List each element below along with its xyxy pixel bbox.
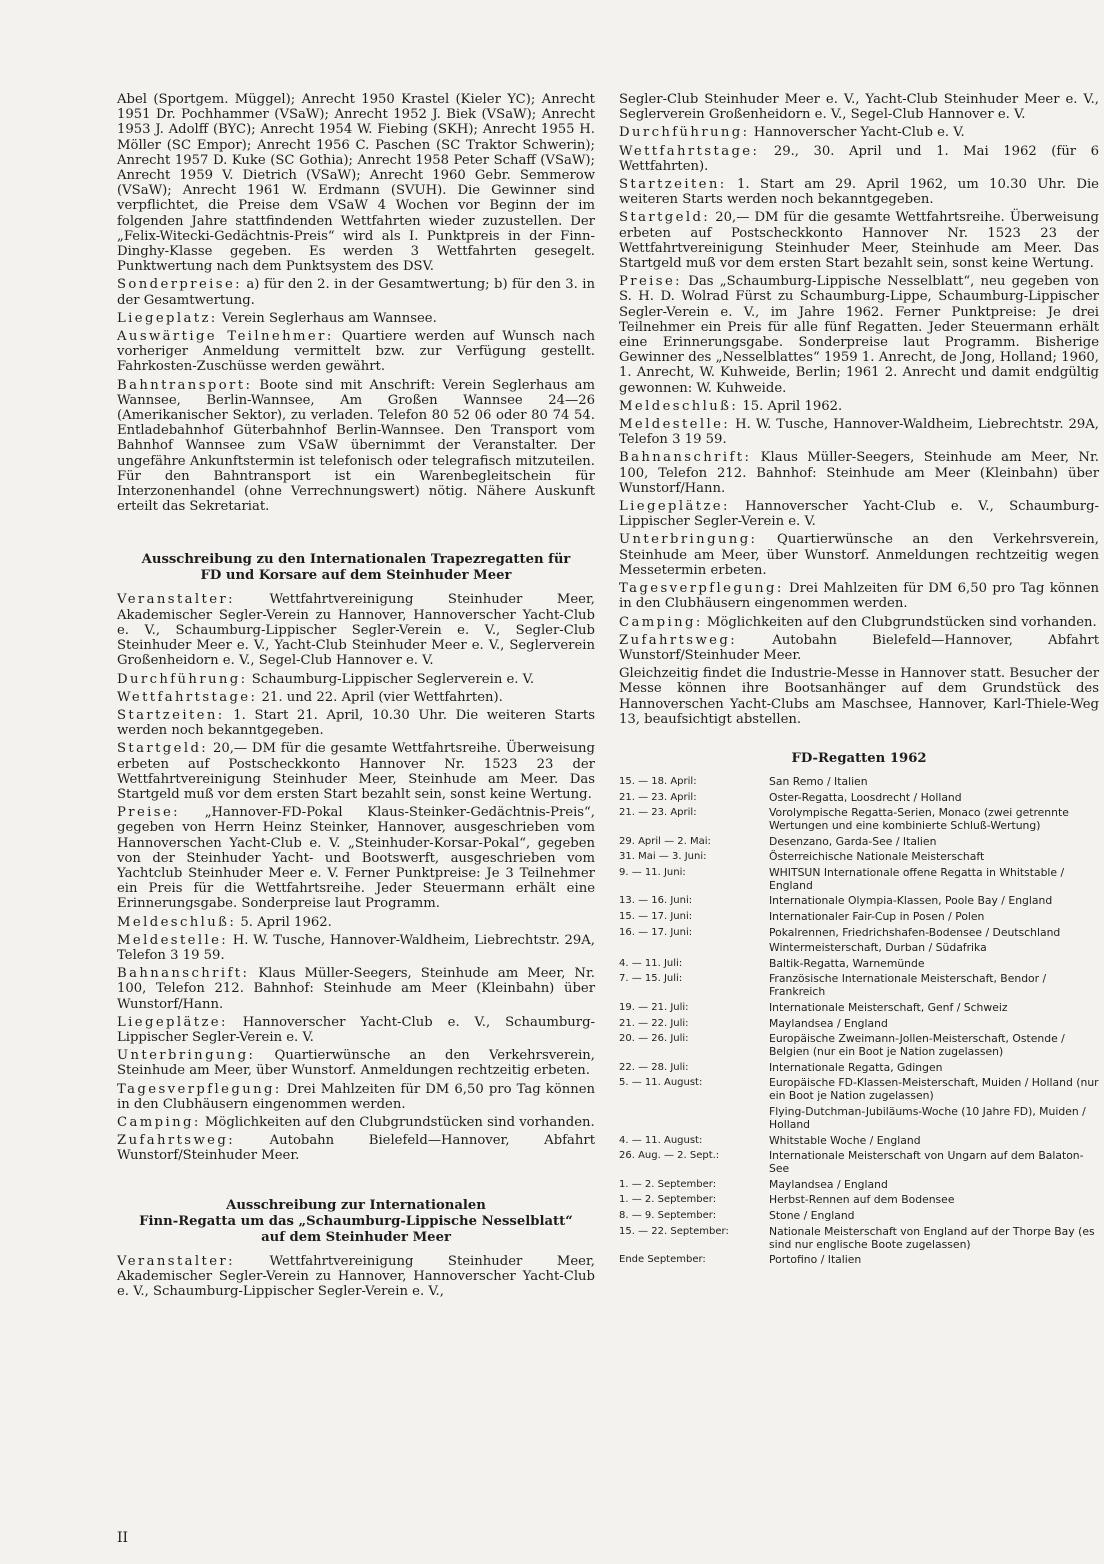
- paragraph-lead: Startgeld:: [619, 210, 711, 226]
- schedule-event: Wintermeisterschaft, Durban / Südafrika: [769, 941, 987, 955]
- paragraph-lead: Veranstalter:: [117, 592, 235, 608]
- paragraph-text: Quartierwünsche an den Verkehrsverein, Steinhude am Meer, über Wunstorf. Anmeldungen rechtzeitig wegen Messetermin erbeten.: [619, 532, 1099, 578]
- paragraph: [619, 210, 1099, 271]
- schedule-date: 21. — 23. April:: [619, 791, 697, 803]
- paragraph-text: Klaus Müller-Seegers, Steinhude am Meer, Nr. 100, Telefon 212. Bahnhof: Steinhude am Meer (Kleinbahn) über Wunstorf/Hann.: [117, 966, 595, 1012]
- schedule-row: [619, 1105, 1099, 1134]
- paragraph-lead: Startzeiten:: [619, 177, 727, 193]
- schedule-event: Pokalrennen, Friedrichshafen-Bodensee / Deutschland: [769, 925, 1061, 939]
- paragraph: [619, 177, 1099, 207]
- schedule-event: WHITSUN Internationale offene Regatta in Whitstable / England: [769, 865, 1065, 892]
- paragraph: [117, 708, 595, 738]
- finn-section-start: [117, 1254, 595, 1300]
- paragraph: [619, 499, 1099, 529]
- paragraph: [117, 311, 595, 326]
- schedule-date: 16. — 17. Juni:: [619, 926, 693, 938]
- schedule-event: Maylandsea / England: [769, 1016, 888, 1030]
- paragraph-text: Hannoverscher Yacht-Club e. V.: [749, 125, 965, 141]
- paragraph-text: 20,— DM für die gesamte Wettfahrtsreihe. Überweisung erbeten auf Postscheckkonto Hannover Nr. 1523 23 der Wettfahrtvereinigung Steinhuder Meer, Steinhude am Meer. Das Startgeld muß vor dem ersten Start bezahlt sein, sonst keine Wertung.: [619, 210, 1099, 272]
- paragraph: [619, 666, 1099, 727]
- intro-text: [117, 92, 595, 274]
- paragraph: [117, 805, 595, 911]
- paragraph-lead: Meldestelle:: [619, 417, 731, 433]
- paragraph: [117, 915, 595, 930]
- paragraph-text: 1. Start am 29. April 1962, um 10.30 Uhr. Die weiteren Starts werden noch bekanntgegeben.: [619, 177, 1099, 208]
- schedule-row: [619, 1225, 1099, 1254]
- schedule-date: 22. — 28. Juli:: [619, 1061, 689, 1073]
- paragraph-lead: Camping:: [619, 614, 703, 630]
- paragraph-lead: Durchführung:: [619, 125, 750, 141]
- paragraph-text: Möglichkeiten auf den Clubgrundstücken sind vorhanden.: [702, 614, 1097, 630]
- paragraph-lead: Tagesverpflegung:: [619, 581, 784, 597]
- paragraph-text: 29., 30. April und 1. Mai 1962 (für 6 Wettfahrten).: [619, 143, 1099, 174]
- heading-line: Finn-Regatta um das „Schaumburg-Lippische Nesselblatt“: [139, 1213, 573, 1229]
- paragraph-text: Hannoverscher Yacht-Club e. V., Schaumburg-Lippischer Segler-Verein e. V.: [117, 1014, 595, 1045]
- paragraph-text: Das „Schaumburg-Lippische Nesselblatt“, neu gegeben von S. H. D. Wolrad Fürst zu Schaumburg-Lippe, Schaumburg-Lippischer Segler-Verein e. V., im Jahre 1962. Ferner Punktpreise: Je drei Teilnehmer ein Preis für alle fünf Regatten. Jeder Steuermann erhält eine Erinnerungsgabe. Sonderpreise laut Programm. Bisherige Gewinner des „Nesselblattes“ 1959 1. Anrecht, de Jong, Holland; 1960, 1. Anrecht, W. Kuhweide, Berlin; 1961 2. Anrecht und damit endgültig gewonnen: W. Kuhweide.: [619, 274, 1099, 396]
- schedule-event: Desenzano, Garda-See / Italien: [769, 834, 937, 848]
- paragraph-text: H. W. Tusche, Hannover-Waldheim, Liebrechtstr. 29A, Telefon 3 19 59.: [619, 417, 1099, 448]
- right-column: [619, 92, 1099, 1269]
- schedule-event: Internationale Meisterschaft, Genf / Schweiz: [769, 1001, 1008, 1015]
- paragraph-text: Wettfahrtvereinigung Steinhuder Meer, Akademischer Segler-Verein zu Hannover, Hannoverscher Yacht-Club e. V., Schaumburg-Lippischer Segler-Verein e. V., Segler-Club Steinhuder Meer e. V., Yacht-Club Steinhuder Meer e. V., Seglerverein Großenheidorn e. V., Segel-Club Hannover e. V.: [117, 592, 595, 669]
- paragraph-lead: Meldeschluß:: [619, 398, 739, 414]
- schedule-date: 29. April — 2. Mai:: [619, 835, 711, 847]
- schedule-date: 9. — 11. Juni:: [619, 866, 686, 878]
- paragraph-text: 21. und 22. April (vier Wettfahrten).: [257, 689, 503, 705]
- schedule-event: Herbst-Rennen auf dem Bodensee: [769, 1193, 955, 1207]
- schedule-event: Maylandsea / England: [769, 1177, 888, 1191]
- schedule-row: [619, 1253, 1099, 1269]
- paragraph-text: 5. April 1962.: [236, 914, 332, 930]
- schedule-date: 1. — 2. September:: [619, 1194, 717, 1206]
- schedule-row: [619, 1061, 1099, 1077]
- schedule-row: [619, 1178, 1099, 1194]
- schedule-event: Internationale Regatta, Gdingen: [769, 1060, 943, 1074]
- paragraph: [619, 633, 1099, 663]
- schedule-date: 19. — 21. Juli:: [619, 1002, 689, 1014]
- schedule-event: Baltik-Regatta, Warnemünde: [769, 956, 925, 970]
- paragraph: [619, 399, 1099, 414]
- schedule-event: Internationale Olympia-Klassen, Poole Bay / England: [769, 894, 1053, 908]
- schedule-date: 4. — 11. Juli:: [619, 957, 683, 969]
- schedule-row: [619, 894, 1099, 910]
- paragraph-lead: Meldestelle:: [117, 932, 229, 948]
- paragraph-lead: Meldeschluß:: [117, 914, 237, 930]
- paragraph-text: Autobahn Bielefeld—Hannover, Abfahrt Wunstorf/Steinhuder Meer.: [117, 1133, 595, 1164]
- paragraph-lead: Liegeplätze:: [619, 499, 730, 515]
- page-number: II: [117, 1530, 129, 1546]
- paragraph-text: Klaus Müller-Seegers, Steinhude am Meer, Nr. 100, Telefon 212. Bahnhof: Steinhude am Meer (Kleinbahn) über Wunstorf/Hann.: [619, 450, 1099, 496]
- paragraph-lead: Durchführung:: [117, 671, 248, 687]
- schedule-event: Österreichische Nationale Meisterschaft: [769, 850, 985, 864]
- schedule-date: 15. — 17. Juni:: [619, 911, 693, 923]
- paragraph: [117, 966, 595, 1012]
- schedule-row: [619, 1149, 1099, 1178]
- schedule-event: Vorolympische Regatta-Serien, Monaco (zwei getrennte Wertungen und eine kombinierte Schluß-Wertung): [769, 806, 1069, 833]
- paragraph-lead: Preise:: [619, 274, 683, 290]
- paragraph-lead: Wettfahrtstage:: [117, 689, 258, 705]
- heading-line: auf dem Steinhuder Meer: [261, 1229, 451, 1245]
- paragraph-lead: Auswärtige Teilnehmer:: [117, 329, 334, 345]
- paragraph: [117, 1015, 595, 1045]
- paragraph-text: Drei Mahlzeiten für DM 6,50 pro Tag können in den Clubhäusern eingenommen werden.: [117, 1081, 595, 1112]
- schedule-date: 13. — 16. Juni:: [619, 895, 693, 907]
- paragraph: [117, 1254, 595, 1300]
- schedule-event: Internationale Meisterschaft von Ungarn auf dem Balaton-See: [769, 1149, 1084, 1176]
- schedule-event: Europäische Zweimann-Jollen-Meisterschaft, Ostende / Belgien (nur ein Boot je Nation zugelassen): [769, 1032, 1065, 1059]
- trapez-heading: [117, 552, 595, 584]
- paragraph-text: Boote sind mit Anschrift: Verein Seglerhaus am Wannsee, Berlin-Wannsee, Am Großen Wannsee 24—26 (Amerikanischer Sektor), zu verladen. Telefon 80 52 06 oder 80 74 54. Entladebahnhof Güterbahnhof Berlin-Wannsee. Den Transport vom Bahnhof Wannsee zum VSaW übernimmt der Veranstalter. Der ungefähre Ankunftstermin ist telefonisch oder telegrafisch mitzuteilen. Für den Bahntransport ist ein Warenbegleitschein für Interzonenhandel (ohne Verrechnungswert) nötig. Nähere Auskunft erteilt das Sekretariat.: [117, 377, 595, 515]
- schedule-event: Oster-Regatta, Loosdrecht / Holland: [769, 790, 962, 804]
- schedule-row: [619, 926, 1099, 942]
- continuation-text: Segler-Club Steinhuder Meer e. V., Yacht-Club Steinhuder Meer e. V., Seglerverein Großenheidorn e. V., Segel-Club Hannover e. V.: [619, 92, 1099, 123]
- schedule-event: Stone / England: [769, 1208, 855, 1222]
- paragraph: [117, 690, 595, 705]
- fd-heading: FD-Regatten 1962: [791, 750, 927, 766]
- paragraph-text: „Hannover-FD-Pokal Klaus-Steinker-Gedächtnis-Preis“, gegeben von Herrn Heinz Steinker, Hannover, ausgeschrieben vom Hannoverschen Yacht-Club e. V. „Steinhuder-Korsar-Pokal“, gegeben von der Steinhuder Yacht- und Bootswerft, ausgeschrieben vom Yachtclub Steinhuder Meer e. V. Ferner Punktpreise: Je 3 Teilnehmer ein Preis für die Wettfahrtsreihe. Jeder Steuermann erhält eine Erinnerungsgabe. Sonderpreise laut Programm.: [117, 805, 595, 912]
- paragraph: [619, 615, 1099, 630]
- schedule-event: Portofino / Italien: [769, 1253, 862, 1267]
- schedule-row: [619, 775, 1099, 791]
- paragraph: [619, 274, 1099, 396]
- paragraph-text: Verein Seglerhaus am Wannsee.: [217, 310, 437, 326]
- paragraph-lead: Zufahrtsweg:: [117, 1133, 236, 1149]
- paragraph: [619, 125, 1099, 140]
- schedule-date: 26. Aug. — 2. Sept.:: [619, 1150, 720, 1162]
- paragraph-text: Schaumburg-Lippischer Seglerverein e. V.: [247, 671, 535, 687]
- schedule-date: 5. — 11. August:: [619, 1077, 703, 1089]
- heading-line: FD und Korsare auf dem Steinhuder Meer: [200, 568, 512, 584]
- schedule-row: [619, 941, 1099, 957]
- schedule-date: 4. — 11. August:: [619, 1134, 703, 1146]
- paragraph: [619, 581, 1099, 611]
- schedule-date: 7. — 15. Juli:: [619, 973, 683, 985]
- schedule-row: [619, 1193, 1099, 1209]
- paragraph-lead: Veranstalter:: [117, 1253, 235, 1269]
- paragraph-text: Drei Mahlzeiten für DM 6,50 pro Tag können in den Clubhäusern eingenommen werden.: [619, 581, 1099, 612]
- schedule-date: 21. — 23. April:: [619, 807, 697, 819]
- schedule-date: [619, 1105, 769, 1134]
- paragraph: [117, 277, 595, 307]
- paragraph: [117, 672, 595, 687]
- schedule-date: 1. — 2. September:: [619, 1178, 717, 1190]
- schedule-date: 15. — 18. April:: [619, 775, 697, 787]
- paragraph-text: 15. April 1962.: [738, 398, 843, 414]
- paragraph-lead: Startzeiten:: [117, 707, 225, 723]
- finn-heading: [117, 1198, 595, 1246]
- schedule-row: [619, 1017, 1099, 1033]
- paragraph-lead: Camping:: [117, 1114, 201, 1130]
- paragraph-lead: Wettfahrtstage:: [619, 143, 760, 159]
- schedule-event: Nationale Meisterschaft von England auf der Thorpe Bay (es sind nur englische Boote zugelassen): [769, 1224, 1095, 1251]
- paragraph-text: 1. Start 21. April, 10.30 Uhr. Die weiteren Starts werden noch bekanntgegeben.: [117, 707, 595, 739]
- paragraph-text: Hannoverscher Yacht-Club e. V., Schaumburg-Lippischer Segler-Verein e. V.: [619, 499, 1099, 530]
- paragraph-lead: Bahnanschrift:: [117, 966, 250, 982]
- schedule-date: 31. Mai — 3. Juni:: [619, 851, 707, 863]
- trapez-section: [117, 592, 595, 1163]
- paragraph-lead: Liegeplätze:: [117, 1014, 228, 1030]
- paragraph-text: a) für den 2. in der Gesamtwertung; b) für den 3. in der Gesamtwertung.: [117, 277, 595, 308]
- left-column: [117, 92, 595, 1302]
- schedule-row: [619, 835, 1099, 851]
- schedule-row: [619, 957, 1099, 973]
- schedule-row: [619, 791, 1099, 807]
- schedule-event: Französische Internationale Meisterschaft, Bendor / Frankreich: [769, 972, 1047, 999]
- paragraph: Abel (Sportgem. Müggel); Anrecht 1950 Krastel (Kieler YC); Anrecht 1951 Dr. Pochhammer (VSaW); Anrecht 1952 J. Biek (VSaW); Anrecht 1953 J. Adolff (BYC); Anrecht 1954 W. Fiebing (SKH); Anrecht 1955 H. Möller (SC Empor); Anrecht 1956 C. Paschen (SC Traktor Schwerin); Anrecht 1957 D. Kuke (SC Gothia); Anrecht 1958 Peter Schaff (VSaW); Anrecht 1959 V. Dietrich (VSaW); Anrecht 1960 Gebr. Semmerow (VSaW); Anrecht 1961 W. Erdmann (SVUH). Die Gewinner sind verpflichtet, die Preise dem VSaW 4 Wochen vor Beginn der im folgenden Jahre stattfindenden Wettfahrten wieder zuzustellen. Der „Felix-Witecki-Gedächtnis-Preis“ wird als I. Punktpreis in der Finn-Dinghy-Klasse gegeben. Es werden 3 Wettfahrten gesegelt. Punktwertung nach dem Punktsystem des DSV.: [117, 92, 595, 275]
- paragraph: [619, 417, 1099, 447]
- paragraph: [117, 933, 595, 963]
- paragraph: [117, 378, 595, 515]
- schedule-event: Flying-Dutchman-Jubiläums-Woche (10 Jahre FD), Muiden / Holland: [769, 1105, 1086, 1132]
- paragraph-lead: Zufahrtsweg:: [619, 632, 738, 648]
- heading-line: Ausschreibung zur Internationalen: [226, 1197, 486, 1213]
- paragraph: [117, 1115, 595, 1130]
- paragraph-lead: Tagesverpflegung:: [117, 1081, 282, 1097]
- paragraph: [117, 741, 595, 802]
- paragraph: [619, 144, 1099, 174]
- paragraph-lead: Preise:: [117, 805, 181, 821]
- schedule-event: Internationaler Fair-Cup in Posen / Polen: [769, 910, 985, 924]
- schedule-row: [619, 1134, 1099, 1150]
- schedule-row: [619, 1032, 1099, 1061]
- paragraph: [619, 532, 1099, 578]
- paragraph-lead: Liegeplatz:: [117, 310, 218, 326]
- paragraph-text: Gleichzeitig findet die Industrie-Messe in Hannover statt. Besucher der Messe können ihre Bootsanhänger auf dem Grundstück des Hannoverschen Yacht-Clubs am Maschsee, Hannover, Karl-Thiele-Weg 13, beaufsichtigt abstellen.: [619, 666, 1099, 727]
- paragraph: [117, 1082, 595, 1112]
- vsaw-details: [117, 277, 595, 514]
- schedule-date: 20. — 26. Juli:: [619, 1033, 689, 1045]
- paragraph: [117, 1048, 595, 1078]
- paragraph-text: Autobahn Bielefeld—Hannover, Abfahrt Wunstorf/Steinhuder Meer.: [619, 632, 1099, 663]
- schedule-row: [619, 806, 1099, 835]
- schedule-row: [619, 972, 1099, 1001]
- paragraph-lead: Unterbringung:: [619, 532, 758, 548]
- paragraph-lead: Startgeld:: [117, 741, 209, 757]
- paragraph-text: H. W. Tusche, Hannover-Waldheim, Liebrechtstr. 29A, Telefon 3 19 59.: [117, 932, 595, 963]
- heading-line: Ausschreibung zu den Internationalen Trapezregatten für: [141, 552, 571, 568]
- paragraph-lead: Sonderpreise:: [117, 277, 242, 293]
- schedule-row: [619, 1209, 1099, 1225]
- schedule-event: Whitstable Woche / England: [769, 1133, 921, 1147]
- paragraph: [619, 450, 1099, 496]
- paragraph-text: Wettfahrtvereinigung Steinhuder Meer, Akademischer Segler-Verein zu Hannover, Hannoverscher Yacht-Club e. V., Schaumburg-Lippischer Segler-Verein e. V.,: [117, 1253, 595, 1299]
- schedule-date: Ende September:: [619, 1254, 706, 1266]
- paragraph-text: 20,— DM für die gesamte Wettfahrtsreihe. Überweisung erbeten auf Postscheckkonto Hannover Nr. 1523 23 der Wettfahrtvereinigung Steinhuder Meer, Steinhude am Meer. Das Startgeld muß vor dem ersten Start bezahlt sein, sonst keine Wertung.: [117, 741, 595, 802]
- schedule-event: Europäische FD-Klassen-Meisterschaft, Muiden / Holland (nur ein Boot je Nation zugelassen): [769, 1076, 1099, 1103]
- schedule-date: 15. — 22. September:: [619, 1225, 729, 1237]
- schedule-row: [619, 866, 1099, 895]
- paragraph-text: Quartierwünsche an den Verkehrsverein, Steinhude am Meer, über Wunstorf. Anmeldungen rechtzeitig erbeten.: [117, 1048, 595, 1079]
- paragraph: [117, 329, 595, 375]
- schedule-date: 8. — 9. September:: [619, 1209, 717, 1221]
- schedule-date: 21. — 22. Juli:: [619, 1017, 689, 1029]
- schedule-event: San Remo / Italien: [769, 774, 868, 788]
- schedule-row: [619, 1076, 1099, 1105]
- schedule-row: [619, 910, 1099, 926]
- schedule-row: [619, 1001, 1099, 1017]
- paragraph: [117, 592, 595, 668]
- paragraph-text: Quartiere werden auf Wunsch nach vorheriger Anmeldung vermittelt bzw. zur Verfügung gestellt. Fahrkosten-Zuschüsse werden gewährt.: [117, 329, 596, 375]
- schedule-date: [619, 941, 769, 957]
- paragraph-lead: Bahnanschrift:: [619, 450, 752, 466]
- paragraph-lead: Bahntransport:: [117, 377, 253, 393]
- paragraph: [117, 1133, 595, 1163]
- paragraph-lead: Unterbringung:: [117, 1048, 256, 1064]
- schedule-row: [619, 850, 1099, 866]
- finn-section-details: [619, 125, 1099, 727]
- fd-schedule-table: [619, 775, 1099, 1269]
- paragraph-text: Möglichkeiten auf den Clubgrundstücken sind vorhanden.: [200, 1114, 595, 1130]
